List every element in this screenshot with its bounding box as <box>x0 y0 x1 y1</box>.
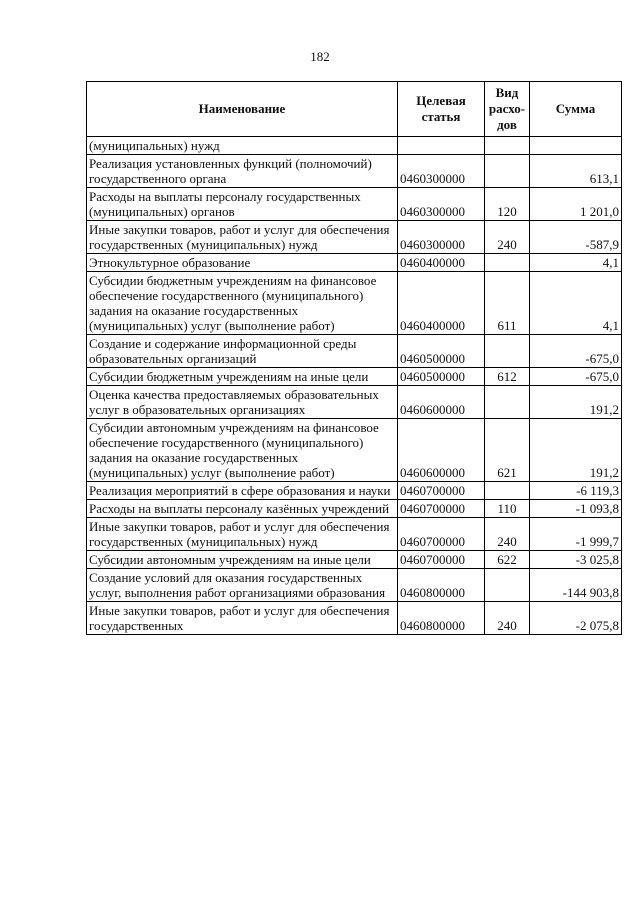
row-target-article: 0460400000 <box>398 272 485 335</box>
table-row <box>87 221 622 254</box>
table-body <box>87 137 622 635</box>
row-expense-type <box>485 569 530 602</box>
row-sum: 191,2 <box>530 419 622 482</box>
row-expense-type <box>485 386 530 419</box>
row-sum: -3 025,8 <box>530 551 622 569</box>
row-name: Иные закупки товаров, работ и услуг для обеспечения государственных <box>87 602 398 635</box>
row-expense-type: 611 <box>485 272 530 335</box>
row-sum: 613,1 <box>530 155 622 188</box>
table-row <box>87 419 622 482</box>
row-sum: 4,1 <box>530 254 622 272</box>
row-name: Субсидии бюджетным учреждениям на иные цели <box>87 368 398 386</box>
header-expense-type: Вид расхо-дов <box>485 82 530 137</box>
row-target-article: 0460500000 <box>398 368 485 386</box>
row-expense-type: 240 <box>485 602 530 635</box>
row-sum: 4,1 <box>530 272 622 335</box>
table-row <box>87 551 622 569</box>
header-sum: Сумма <box>530 82 622 137</box>
row-sum: -675,0 <box>530 335 622 368</box>
table-row <box>87 155 622 188</box>
table-row <box>87 272 622 335</box>
row-target-article: 0460300000 <box>398 221 485 254</box>
row-sum: -587,9 <box>530 221 622 254</box>
row-sum: -6 119,3 <box>530 482 622 500</box>
row-target-article: 0460400000 <box>398 254 485 272</box>
row-name: Создание условий для оказания государственных услуг, выполнения работ организациями образования <box>87 569 398 602</box>
row-sum: 1 201,0 <box>530 188 622 221</box>
table-row <box>87 188 622 221</box>
table-row <box>87 602 622 635</box>
row-name: (муниципальных) нужд <box>87 137 398 155</box>
page-number: 182 <box>310 49 330 64</box>
row-target-article: 0460700000 <box>398 500 485 518</box>
table-header-row <box>87 82 622 137</box>
table-row <box>87 518 622 551</box>
row-sum: -144 903,8 <box>530 569 622 602</box>
row-target-article: 0460300000 <box>398 155 485 188</box>
row-expense-type <box>485 482 530 500</box>
table-row <box>87 482 622 500</box>
row-name: Иные закупки товаров, работ и услуг для обеспечения государственных (муниципальных) нужд <box>87 518 398 551</box>
row-target-article: 0460700000 <box>398 551 485 569</box>
row-sum: 191,2 <box>530 386 622 419</box>
row-expense-type: 622 <box>485 551 530 569</box>
table-row <box>87 386 622 419</box>
row-target-article: 0460500000 <box>398 335 485 368</box>
table-row <box>87 335 622 368</box>
row-target-article: 0460800000 <box>398 569 485 602</box>
table-row <box>87 368 622 386</box>
row-name: Этнокультурное образование <box>87 254 398 272</box>
header-name: Наименование <box>87 82 398 137</box>
budget-table <box>86 81 622 635</box>
row-sum <box>530 137 622 155</box>
row-target-article: 0460800000 <box>398 602 485 635</box>
table-row <box>87 569 622 602</box>
table-row <box>87 254 622 272</box>
row-expense-type: 612 <box>485 368 530 386</box>
row-expense-type <box>485 254 530 272</box>
row-name: Расходы на выплаты персоналу государственных (муниципальных) органов <box>87 188 398 221</box>
row-expense-type: 240 <box>485 518 530 551</box>
row-sum: -675,0 <box>530 368 622 386</box>
row-sum: -1 999,7 <box>530 518 622 551</box>
row-expense-type <box>485 155 530 188</box>
row-target-article: 0460600000 <box>398 386 485 419</box>
row-target-article: 0460700000 <box>398 482 485 500</box>
row-expense-type: 240 <box>485 221 530 254</box>
table-row <box>87 137 622 155</box>
row-target-article: 0460700000 <box>398 518 485 551</box>
row-name: Иные закупки товаров, работ и услуг для обеспечения государственных (муниципальных) нужд <box>87 221 398 254</box>
row-sum: -1 093,8 <box>530 500 622 518</box>
row-name: Субсидии автономным учреждениям на финансовое обеспечение государственного (муниципального) задания на оказание государственных (муниципальных) услуг (выполнение работ) <box>87 419 398 482</box>
row-name: Оценка качества предоставляемых образовательных услуг в образовательных организациях <box>87 386 398 419</box>
row-expense-type: 120 <box>485 188 530 221</box>
row-sum: -2 075,8 <box>530 602 622 635</box>
row-target-article: 0460300000 <box>398 188 485 221</box>
table-row <box>87 500 622 518</box>
row-name: Реализация установленных функций (полномочий) государственного органа <box>87 155 398 188</box>
row-expense-type <box>485 335 530 368</box>
row-expense-type: 110 <box>485 500 530 518</box>
row-name: Реализация мероприятий в сфере образования и науки <box>87 482 398 500</box>
row-name: Создание и содержание информационной среды образовательных организаций <box>87 335 398 368</box>
row-target-article <box>398 137 485 155</box>
row-name: Субсидии бюджетным учреждениям на финансовое обеспечение государственного (муниципального) задания на оказание государственных (муниципальных) услуг (выполнение работ) <box>87 272 398 335</box>
row-expense-type <box>485 137 530 155</box>
row-target-article: 0460600000 <box>398 419 485 482</box>
header-target-article: Целевая статья <box>398 82 485 137</box>
row-name: Расходы на выплаты персоналу казённых учреждений <box>87 500 398 518</box>
row-expense-type: 621 <box>485 419 530 482</box>
row-name: Субсидии автономным учреждениям на иные цели <box>87 551 398 569</box>
